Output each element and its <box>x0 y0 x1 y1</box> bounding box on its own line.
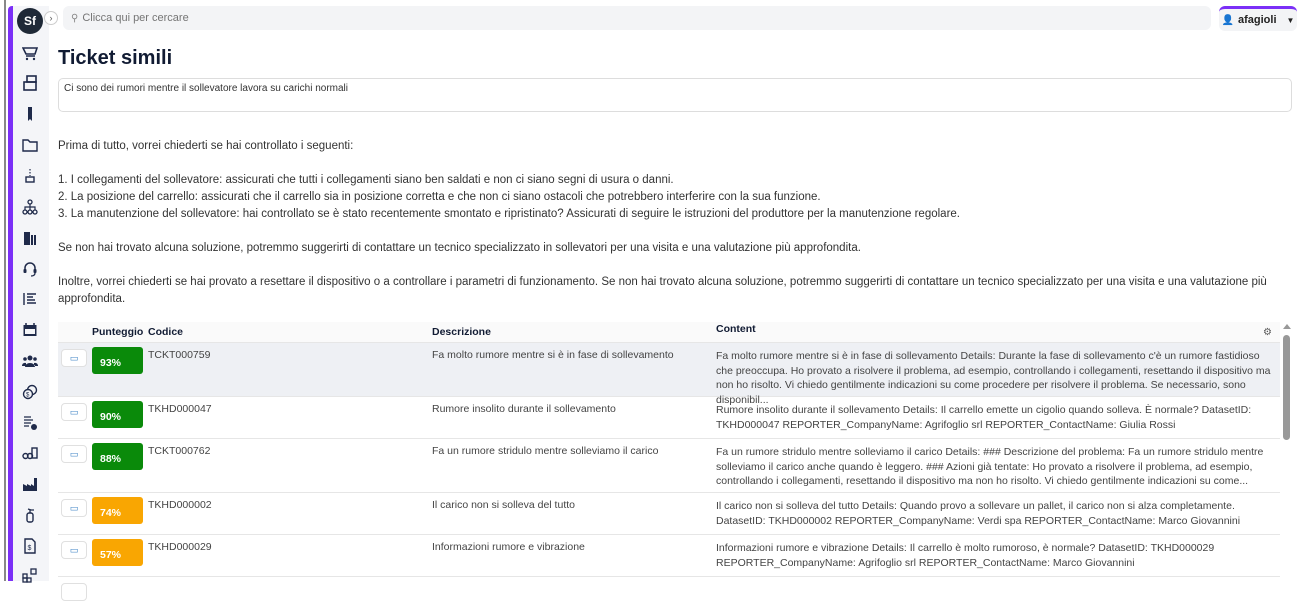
view-ticket-button[interactable] <box>61 499 87 517</box>
answer-intro: Prima di tutto, vorrei chiederti se hai controllato i seguenti: <box>58 140 354 152</box>
score-badge: 93% <box>92 347 143 374</box>
column-header-description[interactable]: Descrizione <box>432 326 491 338</box>
extinguisher-icon <box>22 507 38 523</box>
view-ticket-button[interactable] <box>61 403 87 421</box>
ticket-code: TKHD000047 <box>148 403 212 415</box>
sidebar-item-bookmark[interactable] <box>21 105 39 123</box>
table-row[interactable] <box>58 396 1280 438</box>
score-badge: 90% <box>92 401 143 428</box>
hierarchy-icon <box>22 199 38 215</box>
machinery-icon <box>22 445 38 461</box>
table-row[interactable] <box>58 342 1280 406</box>
sidebar-item-machinery[interactable] <box>21 444 39 462</box>
ticket-content: Il carico non si solleva del tutto Details: Quando provo a sollevare un pallet, il carico non si alza completamente. DatasetID: TKHD000002 REPORTER_CompanyName: Verdi spa REPORTER_ContactName: Marco Giovannini <box>716 500 1241 527</box>
table-row[interactable] <box>58 438 1280 492</box>
sidebar-item-finance[interactable] <box>21 383 39 401</box>
calendar-icon <box>22 322 38 338</box>
username-label: afagioli <box>1238 14 1277 26</box>
view-ticket-button[interactable] <box>61 583 87 601</box>
boxes-icon <box>22 75 38 91</box>
similar-tickets-table <box>58 322 1280 586</box>
sidebar-item-hierarchy[interactable] <box>21 198 39 216</box>
sidebar-expand-button[interactable] <box>44 11 58 25</box>
ticket-description: Fa un rumore stridulo mentre solleviamo il carico <box>432 445 659 457</box>
ticket-code: TCKT000762 <box>148 445 211 457</box>
user-menu-button[interactable] <box>1219 6 1297 31</box>
score-badge: 88% <box>92 443 143 470</box>
svg-text:$: $ <box>26 392 30 399</box>
score-badge: 74% <box>92 497 143 524</box>
ticket-description: Informazioni rumore e vibrazione <box>432 541 585 553</box>
sidebar-item-support[interactable] <box>21 260 39 278</box>
invoice-icon <box>22 538 38 554</box>
view-ticket-button[interactable] <box>61 349 87 367</box>
sidebar-item-invoices[interactable] <box>21 537 39 555</box>
ticket-content: Informazioni rumore e vibrazione Details: Il carrello è molto rumoroso, è normale? DatasetID: TKHD000029 REPORTER_CompanyName: Agrifoglio srl REPORTER_ContactName: Marco Giovannini <box>716 542 1215 569</box>
ai-answer <box>58 138 1288 308</box>
answer-item: 2. La posizione del carrello: assicurati che il carrello sia in posizione corretta e che non ci siano ostacoli che potrebbero interferire con la sua funzione. <box>58 191 821 203</box>
table-scrollbar[interactable] <box>1282 322 1292 581</box>
report-clock-icon <box>22 415 38 431</box>
ticket-description: Fa molto rumore mentre si è in fase di sollevamento <box>432 349 674 361</box>
ticket-code: TKHD000002 <box>148 499 212 511</box>
cart-icon <box>22 45 38 61</box>
buildings-icon <box>22 230 38 246</box>
scroll-thumb[interactable] <box>1283 335 1290 440</box>
sidebar-item-safety[interactable] <box>21 506 39 524</box>
ticket-description: Rumore insolito durante il sollevamento <box>432 403 616 415</box>
monitor-icon: ▭ <box>69 544 79 555</box>
sidebar-item-modules[interactable] <box>21 566 39 584</box>
headset-icon <box>22 261 38 277</box>
search-icon: ⚲ <box>71 12 79 24</box>
monitor-icon: ▭ <box>69 502 79 513</box>
monitor-icon: ▭ <box>69 448 79 459</box>
user-icon: 👤 <box>1221 14 1234 26</box>
ticket-description: Il carico non si solleva del tutto <box>432 499 575 511</box>
coins-icon <box>22 384 38 400</box>
answer-item: 1. I collegamenti del sollevatore: assicurati che tutti i collegamenti siano ben saldati e non ci siano segni di usura o danni. <box>58 174 674 186</box>
search-input[interactable] <box>82 12 1108 24</box>
svg-text:$: $ <box>27 545 32 552</box>
factory-icon <box>22 476 38 492</box>
ticket-code: TKHD000029 <box>148 541 212 553</box>
sidebar-item-team[interactable] <box>21 352 39 370</box>
page-title: Ticket simili <box>58 47 173 69</box>
bookmark-icon <box>22 106 38 122</box>
ticket-content: Fa molto rumore mentre si è in fase di sollevamento Details: Durante la fase di sollevamento c'è un rumore fastidioso che preoccupa. Ho provato a risolvere il problema, ad esempio, controllando i collegamenti, resettando il dispositivo ma non ho risolto. Vi chiedo gentilmente indicazioni su come procedere per risolvere il problema. Se necessario, sono disponibil... <box>716 350 1271 406</box>
column-header-score[interactable]: Punteggio <box>92 326 144 338</box>
query-textarea[interactable] <box>58 78 1292 112</box>
caret-down-icon: ▼ <box>1286 15 1295 25</box>
answer-paragraph: Se non hai trovato alcuna soluzione, potremmo suggerirti di contattare un tecnico specializzato in sollevatori per una visita e una valutazione più approfondita. <box>58 242 861 254</box>
ticket-content: Fa un rumore stridulo mentre solleviamo il carico Details: ### Descrizione del problema: Fa un rumore stridulo mentre solleviamo il carico anche quando è leggero. ### Azioni già tentate: Ho provato a risolvere il problema, ad esempio, controllando i collegamenti, resettando il dispositivo ma non ho risolto. Vi chiedo gentilmente indicazioni su come... <box>716 446 1264 487</box>
column-header-content[interactable]: Content <box>716 322 756 335</box>
sidebar-item-list[interactable] <box>21 290 39 308</box>
monitor-icon: ▭ <box>69 352 79 363</box>
ticket-content: Rumore insolito durante il sollevamento Details: Il carrello emette un cigolio quando solleva. È normale? DatasetID: TKHD000047 REPORTER_CompanyName: Agrifoglio srl REPORTER_ContactName: Giulia Rossi <box>716 404 1252 431</box>
app-logo[interactable]: Sf <box>17 8 43 34</box>
column-header-code[interactable]: Codice <box>148 326 184 338</box>
global-search[interactable] <box>63 6 1211 30</box>
view-ticket-button[interactable] <box>61 445 87 463</box>
table-header <box>58 322 1280 342</box>
view-ticket-button[interactable] <box>61 541 87 559</box>
sidebar-item-boxes[interactable] <box>21 74 39 92</box>
chevron-right-icon: › <box>49 13 53 23</box>
score-badge: 57% <box>92 539 143 566</box>
sidebar-item-cart[interactable] <box>21 44 39 62</box>
sidebar-item-folder[interactable] <box>21 136 39 154</box>
table-row[interactable] <box>58 576 1280 586</box>
table-row[interactable] <box>58 534 1280 576</box>
answer-item: 3. La manutenzione del sollevatore: hai controllato se è stato recentemente smontato e ripristinato? Assicurati di seguire le istruzioni del produttore per la manutenzione regolare. <box>58 208 960 220</box>
sidebar-item-reports[interactable] <box>21 414 39 432</box>
gear-icon[interactable]: ⚙ <box>1263 327 1272 338</box>
list-icon <box>22 291 38 307</box>
folder-icon <box>22 137 38 153</box>
table-row[interactable] <box>58 492 1280 534</box>
monitor-icon: ▭ <box>69 406 79 417</box>
sidebar-item-device[interactable] <box>21 167 39 185</box>
sidebar-item-calendar[interactable] <box>21 321 39 339</box>
scroll-up-arrow-icon[interactable] <box>1283 324 1291 329</box>
window-edge <box>0 0 6 581</box>
ticket-code: TCKT000759 <box>148 349 211 361</box>
team-icon <box>22 353 38 369</box>
sidebar-item-factory[interactable] <box>21 475 39 493</box>
sidebar-item-buildings[interactable] <box>21 229 39 247</box>
answer-paragraph: Inoltre, vorrei chiederti se hai provato a resettare il dispositivo o a controllare i parametri di funzionamento. Se non hai trovato alcuna soluzione, potremmo suggerirti di contattare un tecnico specializzato per una visita e una valutazione più approfondita. <box>58 276 1267 305</box>
device-icon <box>22 168 38 184</box>
